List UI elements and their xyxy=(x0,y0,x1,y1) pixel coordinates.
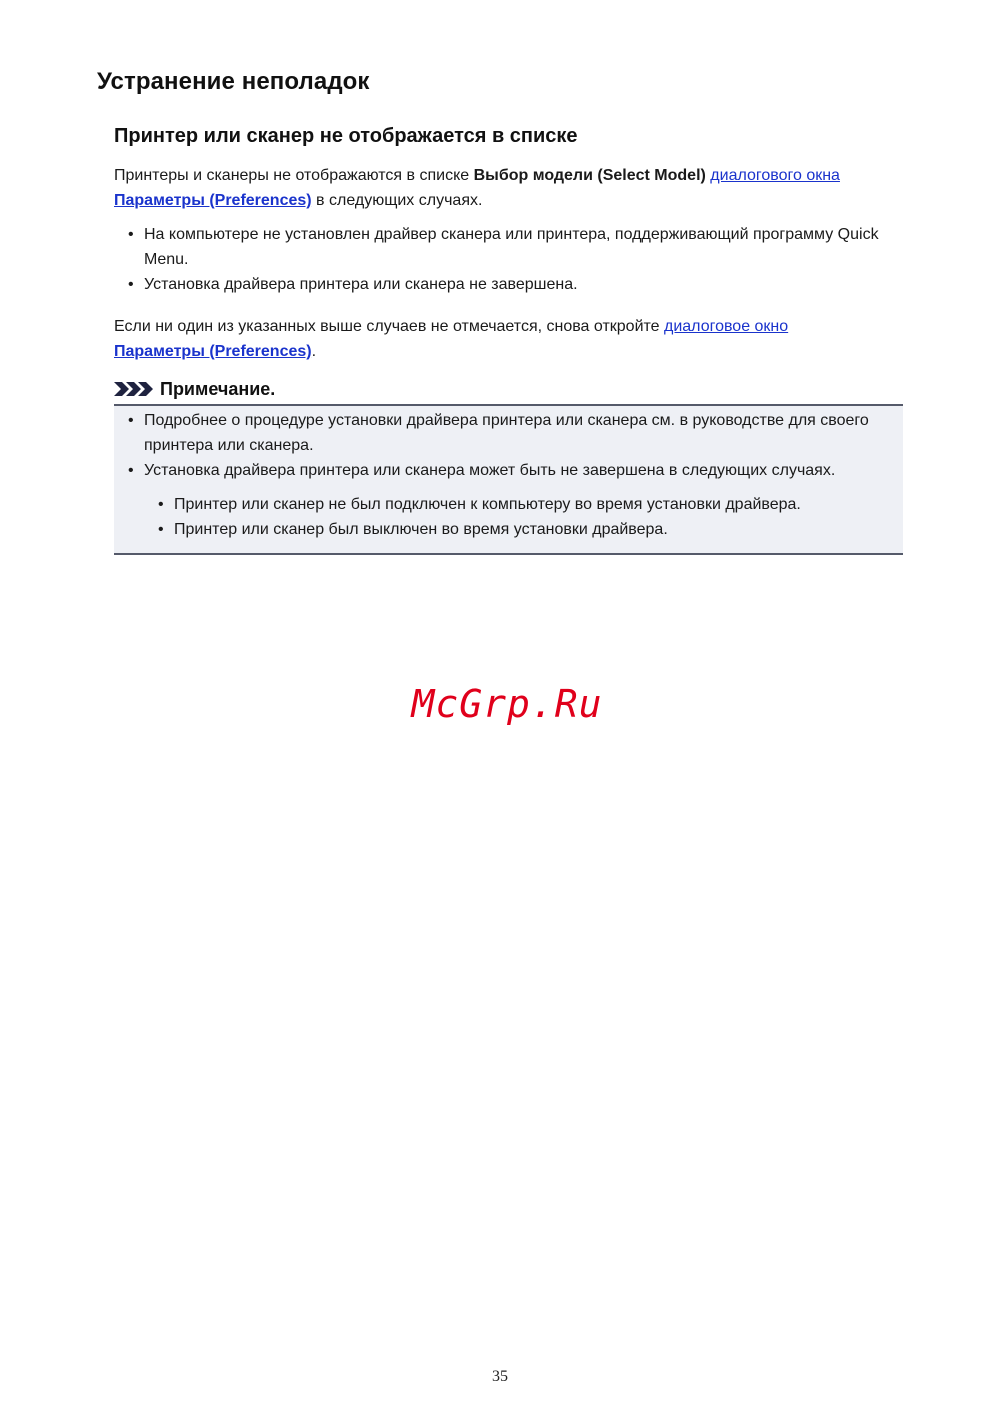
triple-chevron-icon xyxy=(114,381,156,397)
note-list xyxy=(114,408,894,483)
section-title: Принтер или сканер не отображается в списке xyxy=(114,125,578,147)
dialog-link[interactable]: диалогового окна xyxy=(710,167,840,184)
preferences-link[interactable]: Параметры (Preferences) xyxy=(114,192,312,209)
select-model-term: Выбор модели (Select Model) xyxy=(473,167,706,184)
list-item: • На компьютере не установлен драйвер сканера или принтера, поддерживающий программу Quick Menu. xyxy=(128,226,879,268)
list-item: • Установка драйвера принтера или сканера может быть не завершена в следующих случаях. xyxy=(128,462,836,479)
dialog-link-2[interactable]: диалоговое окно xyxy=(664,318,789,335)
note-title: Примечание. xyxy=(160,378,276,399)
note-sublist xyxy=(144,492,894,542)
intro-text: Принтеры и сканеры не отображаются в списке xyxy=(114,167,474,184)
page-number: 35 xyxy=(492,1368,508,1385)
list-item: • Принтер или сканер был выключен во время установки драйвера. xyxy=(158,521,668,538)
cases-list xyxy=(114,222,894,297)
reopen-paragraph: Если ни один из указанных выше случаев не отмечается, снова откройте диалоговое окно Параметры (Preferences). xyxy=(114,318,789,360)
preferences-link-2[interactable]: Параметры (Preferences) xyxy=(114,343,312,360)
reopen-text: Если ни один из указанных выше случаев не отмечается, снова откройте xyxy=(114,318,664,335)
list-item: • Принтер или сканер не был подключен к компьютеру во время установки драйвера. xyxy=(158,496,801,513)
watermark: McGrp.Ru xyxy=(411,682,603,726)
list-item: • Установка драйвера принтера или сканера не завершена. xyxy=(128,276,578,293)
page-title: Устранение неполадок xyxy=(97,68,370,95)
intro-text-end: в следующих случаях. xyxy=(311,192,483,209)
list-item: • Подробнее о процедуре установки драйвера принтера или сканера см. в руководстве для своего принтера или сканера. xyxy=(128,412,869,454)
intro-paragraph xyxy=(114,163,904,213)
note-header xyxy=(114,375,275,403)
